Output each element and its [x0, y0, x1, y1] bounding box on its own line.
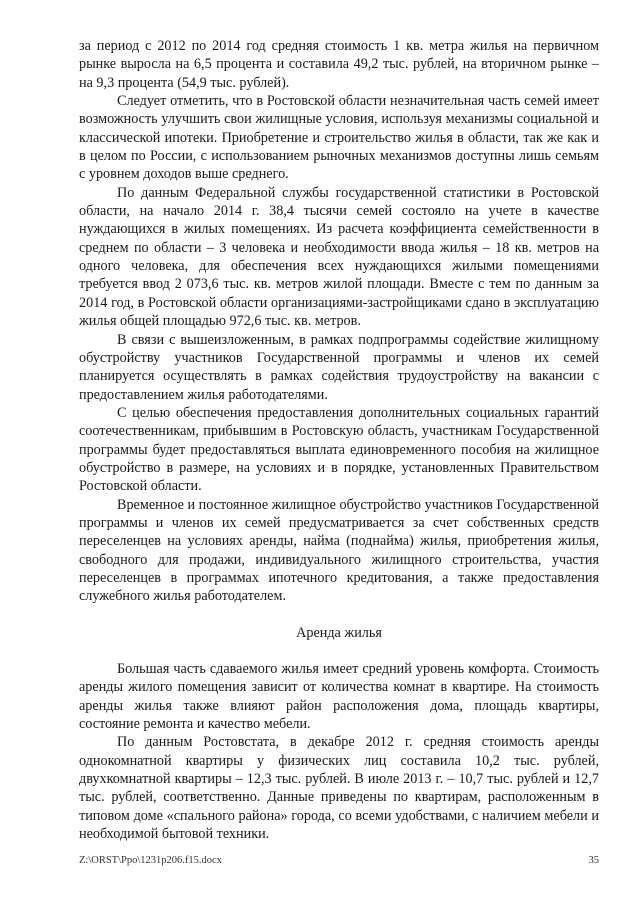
paragraph-housing-arrangement: Временное и постоянное жилищное обустройство участников Государственной программы и членов их семей предусматривается за счет собственных средств переселенцев на условиях аренды, найма (поднайма) жилья, приобретения жилья, свободного для продажи, индивидуального жилищного строительства, участия переселенцев в программах ипотечного кредитования, а также предоставления служебного жилья работодателем.: [79, 496, 599, 605]
section-heading: Аренда жилья: [296, 624, 382, 641]
paragraph-mortgage: Следует отметить, что в Ростовской области незначительная часть семей имеет возможность улучшить свои жилищные условия, используя механизмы социальной и классической ипотеки. Приобретение и строительство жилья в области, так же как и в целом по России, с использованием рыночных механизмов доступны лишь семьям с уровнем доходов выше среднего.: [79, 93, 599, 183]
paragraph-rent-comfort: Большая часть сдаваемого жилья имеет средний уровень комфорта. Стоимость аренды жилого помещения зависит от количества комнат в квартире. На стоимость аренды жилья также влияют район расположения дома, площадь квартиры, состояние ремонта и качество мебели.: [79, 661, 599, 733]
paragraph-rent-prices: По данным Ростовстата, в декабре 2012 г. средняя стоимость аренды однокомнатной квартиры у физических лиц составила 10,2 тыс. рублей, двухкомнатной квартиры – 12,3 тыс. рублей. В июле 2013 г. – 10,7 тыс. рублей и 12,7 тыс. рублей, соответственно. Данные приведены по квартирам, расположенным в типовом доме «спального района» города, со всеми удобствами, с наличием мебели и необходимой бытовой техники.: [79, 734, 599, 843]
file-path: Z:\ORST\Ppo\1231p206.f15.docx: [79, 855, 222, 866]
document-page: [79, 37, 599, 843]
paragraph-statistics: По данным Федеральной службы государственной статистики в Ростовской области, на начало 2014 г. 38,4 тысячи семей состояло на учете в качестве нуждающихся в жилых помещениях. Из расчета коэффициента семейственности в среднем по области – 3 человека и необходимости ввода жилья – 18 кв. метров на одного человека, для обеспечения всех нуждающихся жилыми помещениями требуется ввод 2 073,6 тыс. кв. метров жилой площади. Вместе с тем по данным за 2014 год, в Ростовской области организациями-застройщиками сдано в эксплуатацию жилья общей площадью 972,6 тыс. кв. метров.: [79, 184, 599, 330]
spacer: [79, 606, 599, 624]
paragraph-guarantees: С целью обеспечения предоставления дополнительных социальных гарантий соотечественникам, прибывшим в Ростовскую область, участникам Государственной программы будет предоставляться выплата единовременного пособия на жилищное обустройство в размере, на условиях и в порядке, установленных Правительством Ростовской области.: [79, 404, 599, 495]
spacer: [79, 642, 599, 660]
paragraph-subprogram: В связи с вышеизложенным, в рамках подпрограммы содействие жилищному обустройству участников Государственной программы и членов их семей планируется осуществлять в рамках содействия трудоустройству на вакансии с предоставлением жилья работодателями.: [79, 331, 599, 403]
paragraph-price-growth: за период с 2012 по 2014 год средняя стоимость 1 кв. метра жилья на первичном рынке выросла на 6,5 процента и составила 49,2 тыс. рублей, на вторичном рынке – на 9,3 процента (54,9 тыс. рублей).: [79, 38, 599, 91]
page-number: 35: [588, 855, 599, 866]
